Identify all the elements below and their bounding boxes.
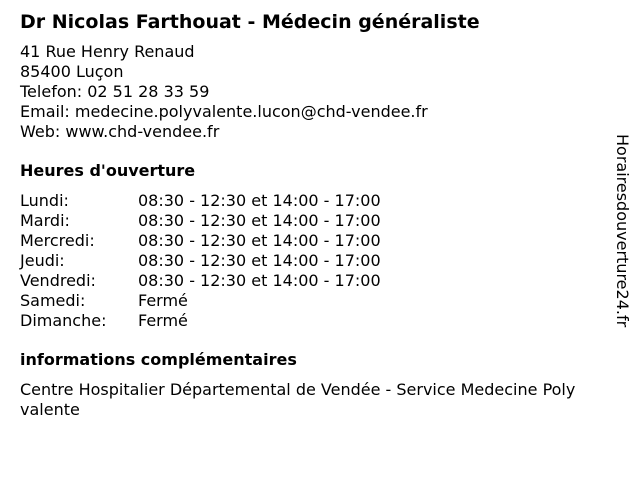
hours-row-vendredi [20,271,610,291]
website-address: Web: www.chd-vendee.fr [20,122,220,141]
address-block [20,42,610,142]
hours-row-samedi [20,291,610,311]
hours-value: 08:30 - 12:30 et 14:00 - 17:00 [138,231,381,250]
hours-value: 08:30 - 12:30 et 14:00 - 17:00 [138,211,381,230]
email-address: Email: medecine.polyvalente.lucon@chd-vendee.fr [20,102,428,121]
hours-row-jeudi [20,251,610,271]
site-watermark: Horairesdouverture24.fr [613,134,632,328]
day-label: Dimanche: [20,311,107,330]
street-address: 41 Rue Henry Renaud [20,42,195,61]
city-postal-code: 85400 Luçon [20,62,124,81]
page-title: Dr Nicolas Farthouat - Médecin généraliste [20,11,480,33]
day-label: Lundi: [20,191,69,210]
day-label: Samedi: [20,291,86,310]
hours-value: Fermé [138,311,188,330]
opening-hours-heading: Heures d'ouverture [20,161,196,180]
hours-value: 08:30 - 12:30 et 14:00 - 17:00 [138,271,381,290]
hours-value: 08:30 - 12:30 et 14:00 - 17:00 [138,251,381,270]
day-label: Mardi: [20,211,70,230]
hours-row-lundi [20,191,610,211]
hours-row-dimanche [20,311,610,331]
day-label: Mercredi: [20,231,95,250]
additional-info-heading: informations complémentaires [20,350,297,369]
opening-hours-table [20,191,610,331]
listing-card [20,10,610,420]
day-label: Vendredi: [20,271,96,290]
hours-value: 08:30 - 12:30 et 14:00 - 17:00 [138,191,381,210]
hours-row-mardi [20,211,610,231]
additional-info-text: Centre Hospitalier Départemental de Vendée - Service Medecine Poly valente [20,380,576,419]
hours-value: Fermé [138,291,188,310]
day-label: Jeudi: [20,251,65,270]
hours-row-mercredi [20,231,610,251]
phone-number: Telefon: 02 51 28 33 59 [20,82,210,101]
